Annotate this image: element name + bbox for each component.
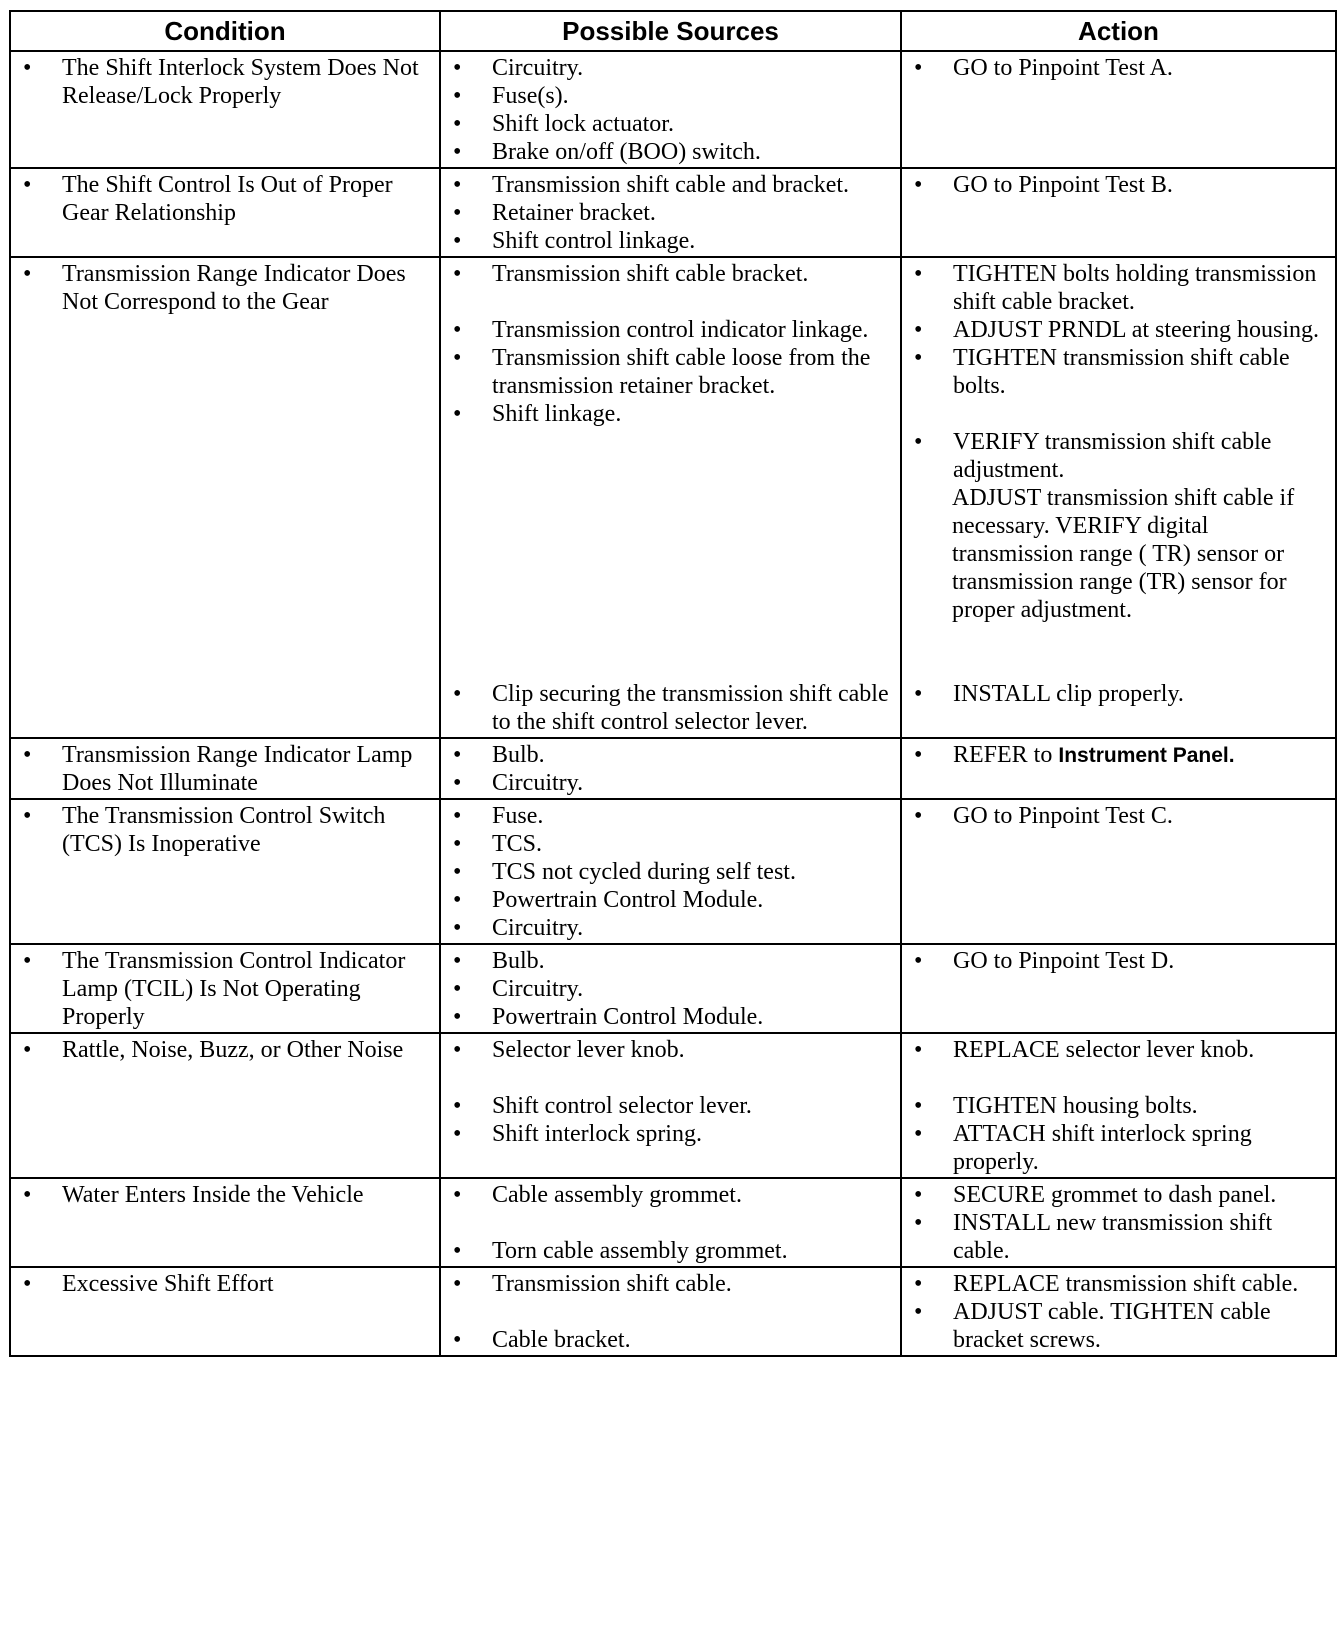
action-text: ADJUST cable. TIGHTEN cable bracket screws. (953, 1299, 1271, 1353)
list-item (447, 138, 894, 166)
bullet-icon: • (453, 831, 462, 857)
diagnosis-table-sheet (9, 10, 1335, 1357)
condition-text: Transmission Range Indicator Lamp Does Not Illuminate (62, 742, 413, 796)
bullet-icon: • (453, 976, 462, 1002)
action-cell (901, 51, 1336, 168)
sources-cell (440, 944, 901, 1033)
list-item (17, 260, 433, 316)
source-text: TCS. (492, 831, 543, 857)
bullet-icon: • (453, 401, 462, 427)
action-text: GO to Pinpoint Test D. (953, 948, 1175, 974)
source-text: Transmission shift cable and bracket. (492, 172, 850, 198)
condition-text: Transmission Range Indicator Does Not Correspond to the Gear (62, 261, 406, 315)
diagnosis-table (9, 10, 1337, 1357)
source-text: Fuse. (492, 803, 544, 829)
bullet-icon: • (23, 172, 32, 198)
bullet-icon: • (453, 887, 462, 913)
bullet-icon: • (23, 261, 32, 287)
action-text: REPLACE selector lever knob. (953, 1037, 1255, 1063)
bullet-icon: • (453, 770, 462, 796)
bullet-icon: • (453, 261, 462, 287)
source-text: Brake on/off (BOO) switch. (492, 139, 761, 165)
list-item (447, 858, 894, 886)
list-item (908, 802, 1329, 830)
list-item (17, 802, 433, 858)
bullet-icon: • (23, 803, 32, 829)
list-item (17, 741, 433, 797)
list-item (447, 947, 894, 975)
condition-cell (10, 51, 440, 168)
bullet-icon: • (453, 1004, 462, 1030)
list-item (447, 260, 894, 288)
list-item (908, 1092, 1329, 1120)
action-text: ADJUST PRNDL at steering housing. (953, 317, 1319, 343)
sources-cell (440, 1178, 901, 1267)
bullet-icon: • (914, 317, 923, 343)
bullet-icon: • (453, 172, 462, 198)
sources-cell (440, 1033, 901, 1178)
condition-cell (10, 799, 440, 944)
bullet-icon: • (453, 228, 462, 254)
list-item (908, 171, 1329, 199)
bullet-icon: • (453, 1037, 462, 1063)
table-row (10, 738, 1336, 799)
bullet-icon: • (453, 1121, 462, 1147)
table-row (10, 1033, 1336, 1178)
source-text: Transmission shift cable. (492, 1271, 732, 1297)
list-item (447, 1120, 894, 1148)
action-cell (901, 1178, 1336, 1267)
list-item (447, 227, 894, 255)
bullet-icon: • (914, 681, 923, 707)
sources-cell (440, 51, 901, 168)
source-text: Powertrain Control Module. (492, 1004, 764, 1030)
source-text: Transmission shift cable loose from the transmission retainer bracket. (492, 345, 871, 399)
sources-cell (440, 168, 901, 257)
action-text: GO to Pinpoint Test A. (953, 55, 1173, 81)
bullet-icon: • (453, 1238, 462, 1264)
action-cell (901, 1033, 1336, 1178)
list-item (447, 199, 894, 227)
bullet-icon: • (453, 681, 462, 707)
bullet-icon: • (914, 1210, 923, 1236)
source-text: Cable assembly grommet. (492, 1182, 742, 1208)
list-item (908, 1298, 1329, 1354)
bullet-icon: • (453, 1093, 462, 1119)
bullet-icon: • (23, 1037, 32, 1063)
list-item (447, 886, 894, 914)
source-text: Circuitry. (492, 976, 584, 1002)
action-text: INSTALL clip properly. (953, 681, 1184, 707)
list-item (447, 914, 894, 942)
condition-text: The Shift Interlock System Does Not Release/Lock Properly (62, 55, 419, 109)
bullet-icon: • (914, 261, 923, 287)
action-text: GO to Pinpoint Test C. (953, 803, 1173, 829)
source-text: Selector lever knob. (492, 1037, 685, 1063)
list-item (908, 428, 1329, 484)
bullet-icon: • (453, 55, 462, 81)
bullet-icon: • (914, 948, 923, 974)
condition-cell (10, 257, 440, 738)
action-text: SECURE grommet to dash panel. (953, 1182, 1277, 1208)
list-item (908, 1036, 1329, 1064)
bullet-icon: • (453, 803, 462, 829)
list-item (447, 110, 894, 138)
bullet-icon: • (453, 83, 462, 109)
bullet-icon: • (453, 948, 462, 974)
source-text: TCS not cycled during self test. (492, 859, 796, 885)
bullet-icon: • (914, 803, 923, 829)
condition-text: The Transmission Control Switch (TCS) Is Inoperative (62, 803, 386, 857)
bullet-icon: • (453, 742, 462, 768)
bullet-icon: • (453, 915, 462, 941)
list-item (908, 54, 1329, 82)
action-text: TIGHTEN housing bolts. (953, 1093, 1198, 1119)
list-item (447, 1270, 894, 1298)
instrument-panel-reference: Instrument Panel. (1058, 744, 1235, 767)
bullet-icon: • (914, 1182, 923, 1208)
bullet-icon: • (914, 1271, 923, 1297)
list-item (447, 769, 894, 797)
sources-cell (440, 738, 901, 799)
condition-text: Rattle, Noise, Buzz, or Other Noise (62, 1037, 404, 1063)
source-text: Retainer bracket. (492, 200, 656, 226)
list-item (447, 1326, 894, 1354)
sources-cell (440, 799, 901, 944)
bullet-icon: • (453, 200, 462, 226)
list-item (447, 1092, 894, 1120)
list-item (17, 171, 433, 227)
table-row (10, 51, 1336, 168)
bullet-icon: • (453, 1327, 462, 1353)
table-row (10, 257, 1336, 738)
bullet-icon: • (453, 1271, 462, 1297)
bullet-icon: • (453, 139, 462, 165)
list-item (17, 1036, 433, 1064)
list-item (908, 316, 1329, 344)
table-row (10, 1178, 1336, 1267)
bullet-icon: • (914, 172, 923, 198)
source-text: Circuitry. (492, 770, 584, 796)
action-cell (901, 799, 1336, 944)
list-item (908, 1209, 1329, 1265)
bullet-icon: • (914, 55, 923, 81)
table-row (10, 944, 1336, 1033)
bullet-icon: • (914, 742, 923, 768)
source-text: Bulb. (492, 948, 545, 974)
list-item (447, 1003, 894, 1031)
list-item (447, 1237, 894, 1265)
list-item (447, 830, 894, 858)
table-row (10, 799, 1336, 944)
source-text: Shift control selector lever. (492, 1093, 752, 1119)
list-item (908, 947, 1329, 975)
source-text: Transmission shift cable bracket. (492, 261, 809, 287)
action-text: TIGHTEN transmission shift cable bolts. (953, 345, 1290, 399)
condition-text: Excessive Shift Effort (62, 1271, 274, 1297)
sources-cell (440, 257, 901, 738)
list-item (908, 1270, 1329, 1298)
condition-cell (10, 944, 440, 1033)
list-item (447, 1181, 894, 1209)
action-cell (901, 168, 1336, 257)
source-text: Cable bracket. (492, 1327, 631, 1353)
source-text: Powertrain Control Module. (492, 887, 764, 913)
header-row (10, 11, 1336, 51)
source-text: Shift interlock spring. (492, 1121, 702, 1147)
bullet-icon: • (914, 1093, 923, 1119)
header-action: Action (901, 11, 1336, 51)
list-item (17, 947, 433, 1031)
bullet-icon: • (453, 317, 462, 343)
source-text: Torn cable assembly grommet. (492, 1238, 788, 1264)
bullet-icon: • (453, 111, 462, 137)
action-text: ATTACH shift interlock spring properly. (953, 1121, 1252, 1175)
bullet-icon: • (23, 948, 32, 974)
condition-cell (10, 1033, 440, 1178)
list-item (447, 400, 894, 428)
list-item (908, 344, 1329, 400)
action-cell (901, 257, 1336, 738)
bullet-icon: • (453, 859, 462, 885)
list-item (908, 260, 1329, 316)
bullet-icon: • (23, 55, 32, 81)
list-item (447, 741, 894, 769)
source-text: Shift linkage. (492, 401, 622, 427)
list-item (447, 975, 894, 1003)
header-possible-sources: Possible Sources (440, 11, 901, 51)
action-text: REFER to (953, 742, 1053, 768)
source-text: Circuitry. (492, 55, 584, 81)
action-text: TIGHTEN bolts holding transmission shift cable bracket. (953, 261, 1317, 315)
list-item (447, 344, 894, 400)
list-item (447, 54, 894, 82)
list-item (908, 1181, 1329, 1209)
condition-cell (10, 1267, 440, 1356)
condition-cell (10, 738, 440, 799)
bullet-icon: • (914, 429, 923, 455)
condition-cell (10, 168, 440, 257)
bullet-icon: • (914, 345, 923, 371)
condition-cell (10, 1178, 440, 1267)
bullet-icon: • (23, 1271, 32, 1297)
action-text: GO to Pinpoint Test B. (953, 172, 1173, 198)
table-row (10, 168, 1336, 257)
source-text: Clip securing the transmission shift cable to the shift control selector lever. (492, 681, 889, 735)
source-text: Fuse(s). (492, 83, 569, 109)
source-text: Transmission control indicator linkage. (492, 317, 869, 343)
header-condition: Condition (10, 11, 440, 51)
list-item (447, 802, 894, 830)
action-text: VERIFY transmission shift cable adjustment. (953, 429, 1272, 483)
bullet-icon: • (23, 742, 32, 768)
condition-text: The Shift Control Is Out of Proper Gear Relationship (62, 172, 393, 226)
source-text: Shift control linkage. (492, 228, 696, 254)
bullet-icon: • (914, 1037, 923, 1063)
action-cell (901, 944, 1336, 1033)
action-note: ADJUST transmission shift cable if necessary. VERIFY digital transmission range ( TR) sensor or transmission range (TR) sensor for proper adjustment. (952, 485, 1295, 623)
action-text: REPLACE transmission shift cable. (953, 1271, 1299, 1297)
list-item (17, 1270, 433, 1298)
list-item (447, 171, 894, 199)
source-text: Shift lock actuator. (492, 111, 674, 137)
condition-text: Water Enters Inside the Vehicle (62, 1182, 364, 1208)
list-item (447, 680, 894, 736)
list-item (447, 316, 894, 344)
action-cell (901, 1267, 1336, 1356)
action-cell (901, 738, 1336, 799)
list-item (17, 1181, 433, 1209)
table-row (10, 1267, 1336, 1356)
sources-cell (440, 1267, 901, 1356)
list-item (447, 1036, 894, 1064)
source-text: Bulb. (492, 742, 545, 768)
list-item (908, 1120, 1329, 1176)
source-text: Circuitry. (492, 915, 584, 941)
bullet-icon: • (453, 345, 462, 371)
bullet-icon: • (914, 1121, 923, 1147)
list-item (908, 741, 1329, 770)
bullet-icon: • (453, 1182, 462, 1208)
list-item (17, 54, 433, 110)
list-item (908, 680, 1329, 708)
list-item (447, 82, 894, 110)
bullet-icon: • (914, 1299, 923, 1325)
bullet-icon: • (23, 1182, 32, 1208)
action-text: INSTALL new transmission shift cable. (953, 1210, 1273, 1264)
condition-text: The Transmission Control Indicator Lamp (TCIL) Is Not Operating Properly (62, 948, 406, 1030)
